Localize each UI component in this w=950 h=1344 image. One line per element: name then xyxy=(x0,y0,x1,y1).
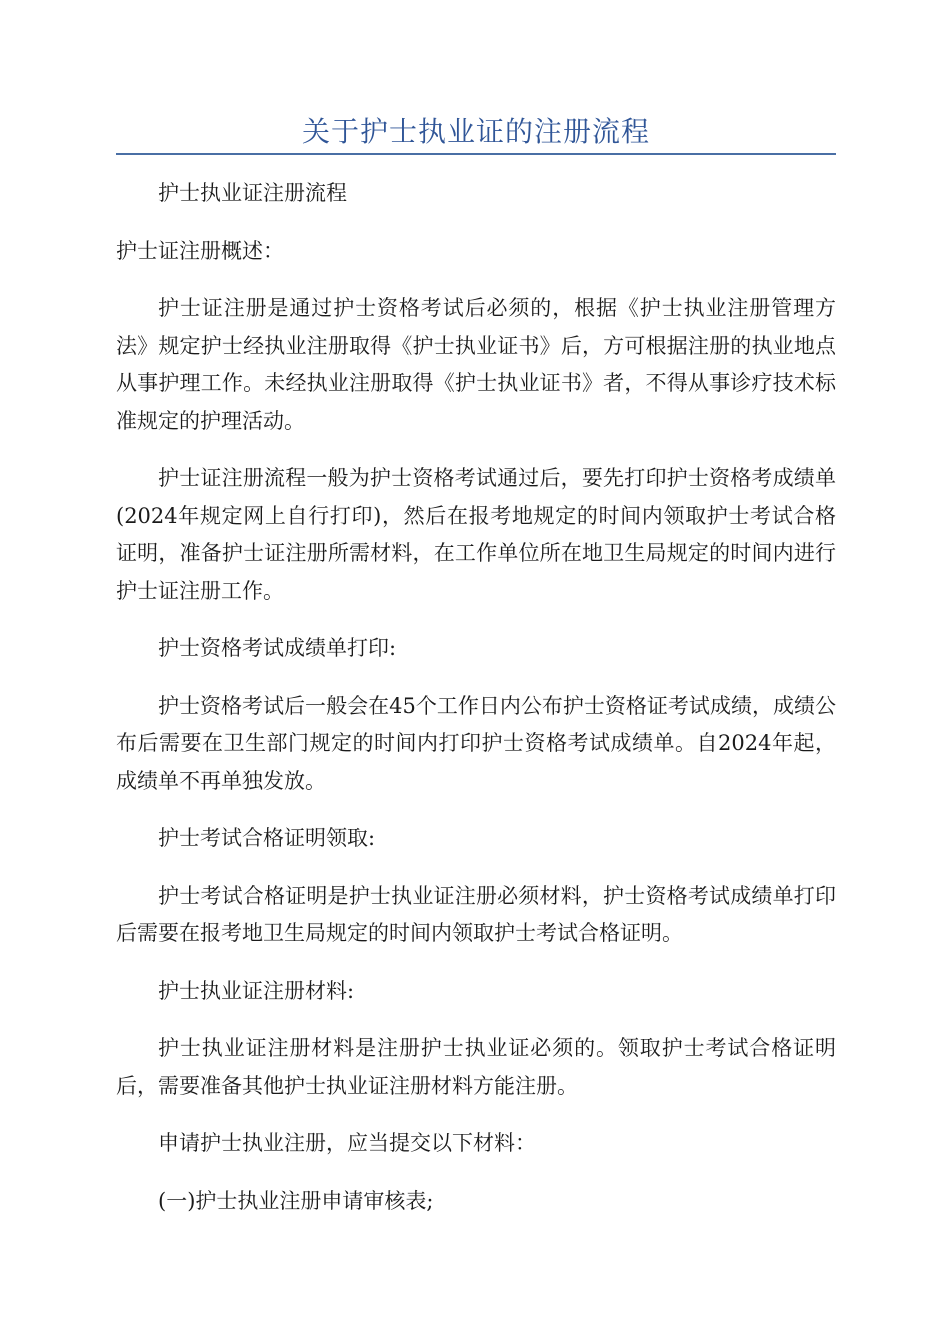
document-body xyxy=(116,175,836,1240)
paragraph-materials: 护士执业证注册材料是注册护士执业证必须的。领取护士考试合格证明后，需要准备其他护士执业证注册材料方能注册。 xyxy=(116,1036,836,1098)
paragraph-score: 护士资格考试后一般会在45个工作日内公布护士资格证考试成绩，成绩公布后需要在卫生部门规定的时间内打印护士资格考试成绩单。自2024年起，成绩单不再单独发放。 xyxy=(116,693,836,793)
paragraph-overview-label: 护士证注册概述： xyxy=(116,238,284,263)
title-underline xyxy=(116,153,836,155)
paragraph-certificate: 护士考试合格证明是护士执业证注册必须材料，护士资格考试成绩单打印后需要在报考地卫生局规定的时间内领取护士考试合格证明。 xyxy=(116,883,836,945)
paragraph-process: 护士证注册流程一般为护士资格考试通过后，要先打印护士资格考成绩单(2024年规定网上自行打印)，然后在报考地规定的时间内领取护士考试合格证明，准备护士证注册所需材料，在工作单位所在地卫生局规定的时间内进行护士证注册工作。 xyxy=(116,466,836,603)
document-title: 关于护士执业证的注册流程 xyxy=(301,115,650,148)
paragraph-heading: 护士执业证注册流程 xyxy=(158,181,347,205)
paragraph-materials-label: 护士执业证注册材料: xyxy=(158,978,355,1003)
paragraph-certificate-label: 护士考试合格证明领取: xyxy=(158,826,376,850)
paragraph-overview: 护士证注册是通过护士资格考试后必须的，根据《护士执业注册管理方法》规定护士经执业注册取得《护士执业证书》后，方可根据注册的执业地点从事护理工作。未经执业注册取得《护士执业证书》者，不得从事诊疗技术标准规定的护理活动。 xyxy=(116,296,836,433)
paragraph-list-item-1: (一)护士执业注册申请审核表; xyxy=(158,1188,434,1213)
paragraph-apply: 申请护士执业注册，应当提交以下材料： xyxy=(158,1131,536,1155)
paragraph-score-label: 护士资格考试成绩单打印: xyxy=(158,636,397,660)
